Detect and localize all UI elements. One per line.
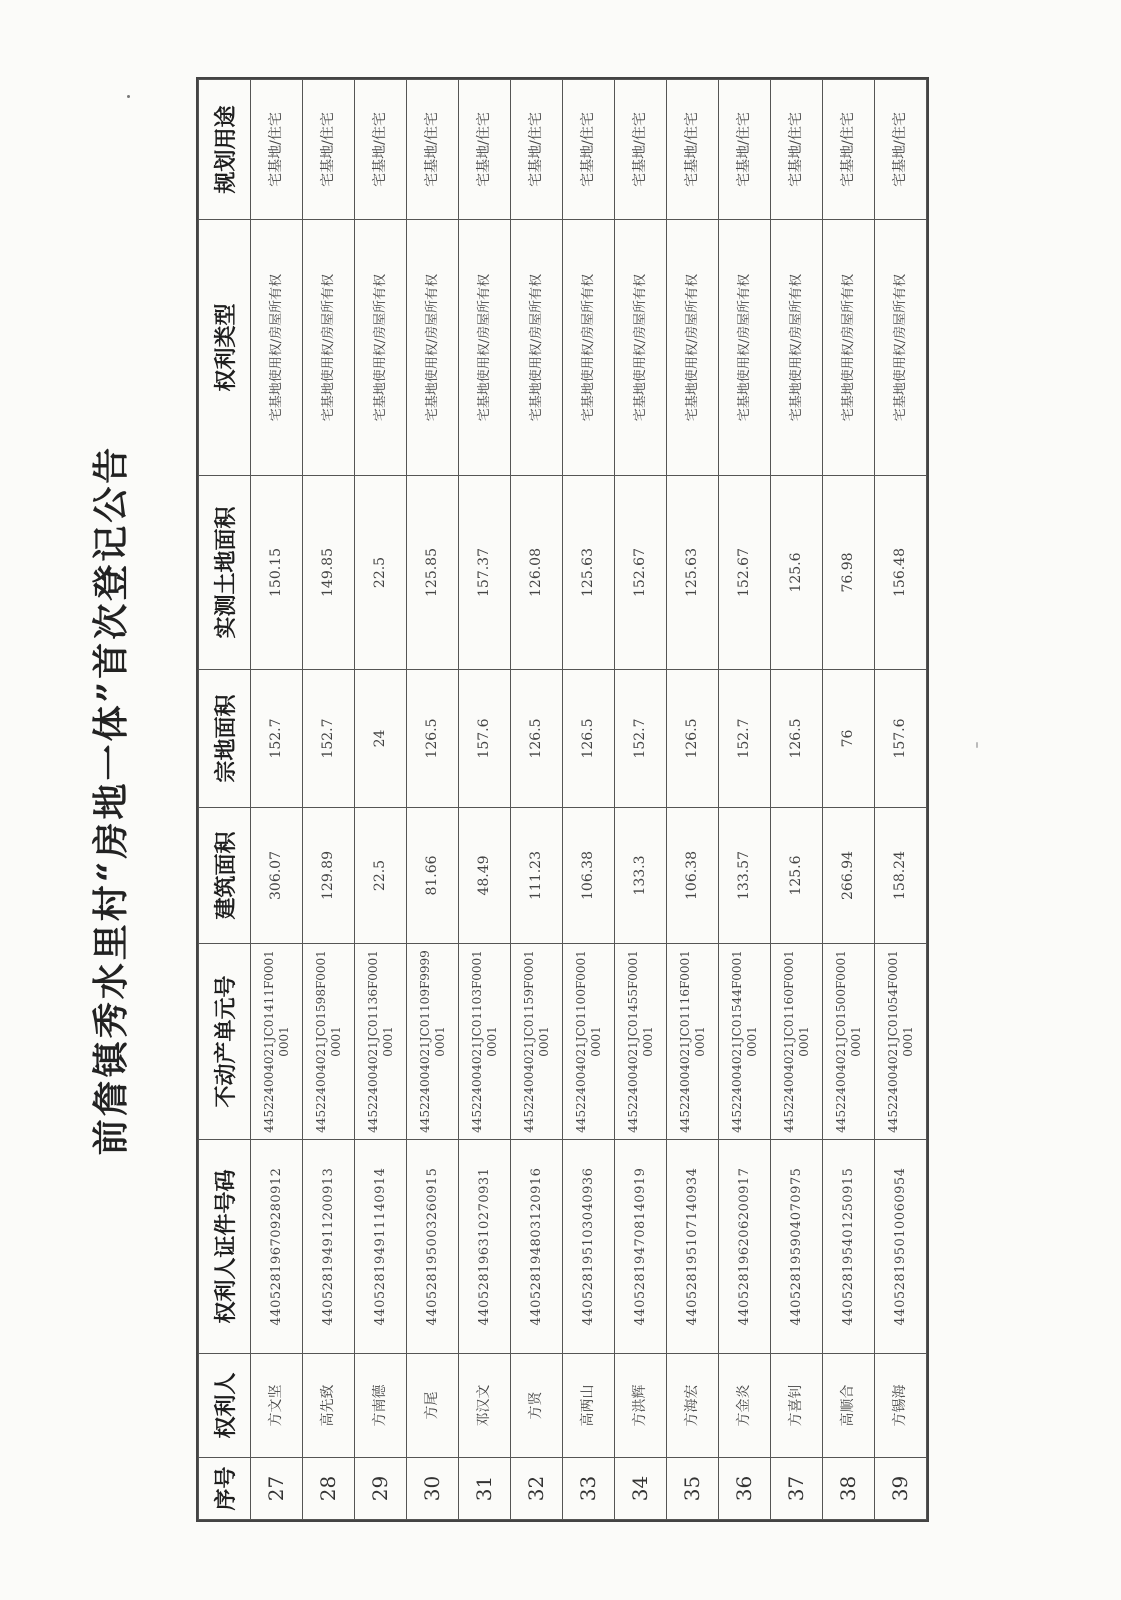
- cell-use: 宅基地/住宅: [771, 80, 823, 220]
- cell-building-area: 133.57: [719, 808, 771, 944]
- cell-building-area: 111.23: [511, 808, 563, 944]
- cell-unit-no: 445224004021JC01116F00010001: [667, 944, 719, 1140]
- cell-seq: 38: [823, 1458, 875, 1520]
- cell-id-no: 440528195103040936: [563, 1140, 615, 1354]
- document-page: [76, 80, 976, 1520]
- cell-measured-area: 126.08: [511, 476, 563, 670]
- cell-seq: 27: [251, 1458, 303, 1520]
- header-parcel-area: 宗地面积: [199, 670, 251, 808]
- cell-right-type: 宅基地使用权/房屋所有权: [771, 220, 823, 476]
- table-row: [511, 80, 563, 1520]
- cell-building-area: 306.07: [251, 808, 303, 944]
- registration-table: [198, 79, 927, 1520]
- table-row: [563, 80, 615, 1520]
- cell-building-area: 106.38: [563, 808, 615, 944]
- cell-owner: 高先致: [303, 1354, 355, 1458]
- cell-right-type: 宅基地使用权/房屋所有权: [407, 220, 459, 476]
- cell-unit-no: 445224004021JC01455F00010001: [615, 944, 667, 1140]
- cell-owner: 方尾: [407, 1354, 459, 1458]
- cell-owner: 方洪辉: [615, 1354, 667, 1458]
- cell-unit-no: 445224004021JC01411F00010001: [251, 944, 303, 1140]
- cell-use: 宅基地/住宅: [719, 80, 771, 220]
- cell-owner: 邓汉文: [459, 1354, 511, 1458]
- cell-unit-no: 445224004021JC01598F00010001: [303, 944, 355, 1140]
- table-row: [875, 80, 927, 1520]
- cell-owner: 方文坚: [251, 1354, 303, 1458]
- cell-id-no: 440528194911140914: [355, 1140, 407, 1354]
- cell-seq: 33: [563, 1458, 615, 1520]
- cell-unit-no: 445224004021JC01544F00010001: [719, 944, 771, 1140]
- cell-seq: 31: [459, 1458, 511, 1520]
- cell-building-area: 48.49: [459, 808, 511, 944]
- cell-right-type: 宅基地使用权/房屋所有权: [459, 220, 511, 476]
- cell-seq: 30: [407, 1458, 459, 1520]
- cell-unit-no: 445224004021JC01159F00010001: [511, 944, 563, 1140]
- header-measured-area: 实测土地面积: [199, 476, 251, 670]
- cell-id-no: 440528196206200917: [719, 1140, 771, 1354]
- cell-building-area: 129.89: [303, 808, 355, 944]
- cell-unit-no: 445224004021JC01054F00010001: [875, 944, 927, 1140]
- table-row: [303, 80, 355, 1520]
- cell-parcel-area: 126.5: [667, 670, 719, 808]
- cell-parcel-area: 126.5: [407, 670, 459, 808]
- header-unit-no: 不动产单元号: [199, 944, 251, 1140]
- cell-right-type: 宅基地使用权/房屋所有权: [667, 220, 719, 476]
- cell-measured-area: 76.98: [823, 476, 875, 670]
- header-right-type: 权利类型: [199, 220, 251, 476]
- cell-seq: 32: [511, 1458, 563, 1520]
- cell-building-area: 22.5: [355, 808, 407, 944]
- header-seq: 序号: [199, 1458, 251, 1520]
- cell-building-area: 81.66: [407, 808, 459, 944]
- cell-unit-no: 445224004021JC01100F00010001: [563, 944, 615, 1140]
- cell-owner: 方贤: [511, 1354, 563, 1458]
- cell-owner: 方锡海: [875, 1354, 927, 1458]
- cell-measured-area: 125.63: [667, 476, 719, 670]
- cell-seq: 34: [615, 1458, 667, 1520]
- cell-unit-no: 445224004021JC01160F00010001: [771, 944, 823, 1140]
- cell-parcel-area: 157.6: [875, 670, 927, 808]
- cell-right-type: 宅基地使用权/房屋所有权: [355, 220, 407, 476]
- cell-building-area: 266.94: [823, 808, 875, 944]
- scan-speck: [127, 95, 130, 98]
- cell-parcel-area: 126.5: [771, 670, 823, 808]
- cell-measured-area: 125.63: [563, 476, 615, 670]
- cell-measured-area: 157.37: [459, 476, 511, 670]
- cell-id-no: 440528195401250915: [823, 1140, 875, 1354]
- cell-right-type: 宅基地使用权/房屋所有权: [251, 220, 303, 476]
- header-use: 规划用途: [199, 80, 251, 220]
- cell-id-no: 440528195904070975: [771, 1140, 823, 1354]
- cell-use: 宅基地/住宅: [823, 80, 875, 220]
- table-body: [251, 80, 927, 1520]
- cell-use: 宅基地/住宅: [667, 80, 719, 220]
- cell-right-type: 宅基地使用权/房屋所有权: [303, 220, 355, 476]
- cell-measured-area: 22.5: [355, 476, 407, 670]
- table-row: [771, 80, 823, 1520]
- table-row: [615, 80, 667, 1520]
- cell-use: 宅基地/住宅: [251, 80, 303, 220]
- page-title: 前詹镇秀水里村“房地一体”首次登记公告: [90, 444, 132, 1156]
- table-row: [719, 80, 771, 1520]
- cell-unit-no: 445224004021JC01103F00010001: [459, 944, 511, 1140]
- cell-id-no: 440528194708140919: [615, 1140, 667, 1354]
- cell-seq: 29: [355, 1458, 407, 1520]
- table-row: [459, 80, 511, 1520]
- cell-right-type: 宅基地使用权/房屋所有权: [511, 220, 563, 476]
- header-building-area: 建筑面积: [199, 808, 251, 944]
- cell-seq: 35: [667, 1458, 719, 1520]
- cell-unit-no: 445224004021JC01500F00010001: [823, 944, 875, 1140]
- cell-measured-area: 125.6: [771, 476, 823, 670]
- cell-seq: 28: [303, 1458, 355, 1520]
- cell-measured-area: 152.67: [719, 476, 771, 670]
- cell-id-no: 440528196709280912: [251, 1140, 303, 1354]
- cell-use: 宅基地/住宅: [615, 80, 667, 220]
- cell-owner: 方喜钊: [771, 1354, 823, 1458]
- cell-seq: 39: [875, 1458, 927, 1520]
- cell-measured-area: 125.85: [407, 476, 459, 670]
- cell-parcel-area: 152.7: [719, 670, 771, 808]
- cell-owner: 高两山: [563, 1354, 615, 1458]
- cell-id-no: 440528195107140934: [667, 1140, 719, 1354]
- cell-right-type: 宅基地使用权/房屋所有权: [615, 220, 667, 476]
- cell-owner: 高顺合: [823, 1354, 875, 1458]
- table-row: [407, 80, 459, 1520]
- cell-id-no: 440528194803120916: [511, 1140, 563, 1354]
- cell-id-no: 440528195010060954: [875, 1140, 927, 1354]
- cell-parcel-area: 157.6: [459, 670, 511, 808]
- cell-unit-no: 445224004021JC01109F99990001: [407, 944, 459, 1140]
- cell-measured-area: 150.15: [251, 476, 303, 670]
- scan-speck: [976, 742, 978, 748]
- cell-use: 宅基地/住宅: [511, 80, 563, 220]
- cell-id-no: 440528195003260915: [407, 1140, 459, 1354]
- header-id-no: 权利人证件号码: [199, 1140, 251, 1354]
- cell-id-no: 440528194911200913: [303, 1140, 355, 1354]
- table-header-row: [199, 80, 251, 1520]
- cell-use: 宅基地/住宅: [459, 80, 511, 220]
- cell-measured-area: 149.85: [303, 476, 355, 670]
- cell-use: 宅基地/住宅: [563, 80, 615, 220]
- cell-seq: 36: [719, 1458, 771, 1520]
- cell-measured-area: 152.67: [615, 476, 667, 670]
- cell-owner: 方南德: [355, 1354, 407, 1458]
- cell-unit-no: 445224004021JC01136F00010001: [355, 944, 407, 1140]
- cell-id-no: 440528196310270931: [459, 1140, 511, 1354]
- table-row: [355, 80, 407, 1520]
- cell-parcel-area: 152.7: [615, 670, 667, 808]
- cell-owner: 方海宏: [667, 1354, 719, 1458]
- cell-owner: 方金炎: [719, 1354, 771, 1458]
- cell-building-area: 133.3: [615, 808, 667, 944]
- cell-building-area: 106.38: [667, 808, 719, 944]
- cell-seq: 37: [771, 1458, 823, 1520]
- cell-right-type: 宅基地使用权/房屋所有权: [875, 220, 927, 476]
- cell-use: 宅基地/住宅: [355, 80, 407, 220]
- cell-right-type: 宅基地使用权/房屋所有权: [823, 220, 875, 476]
- cell-parcel-area: 152.7: [251, 670, 303, 808]
- table-row: [667, 80, 719, 1520]
- cell-building-area: 125.6: [771, 808, 823, 944]
- cell-use: 宅基地/住宅: [407, 80, 459, 220]
- cell-right-type: 宅基地使用权/房屋所有权: [563, 220, 615, 476]
- cell-right-type: 宅基地使用权/房屋所有权: [719, 220, 771, 476]
- cell-use: 宅基地/住宅: [303, 80, 355, 220]
- cell-use: 宅基地/住宅: [875, 80, 927, 220]
- cell-parcel-area: 24: [355, 670, 407, 808]
- header-owner: 权利人: [199, 1354, 251, 1458]
- cell-parcel-area: 126.5: [511, 670, 563, 808]
- cell-parcel-area: 76: [823, 670, 875, 808]
- cell-measured-area: 156.48: [875, 476, 927, 670]
- table-row: [823, 80, 875, 1520]
- cell-parcel-area: 126.5: [563, 670, 615, 808]
- cell-parcel-area: 152.7: [303, 670, 355, 808]
- table-row: [251, 80, 303, 1520]
- cell-building-area: 158.24: [875, 808, 927, 944]
